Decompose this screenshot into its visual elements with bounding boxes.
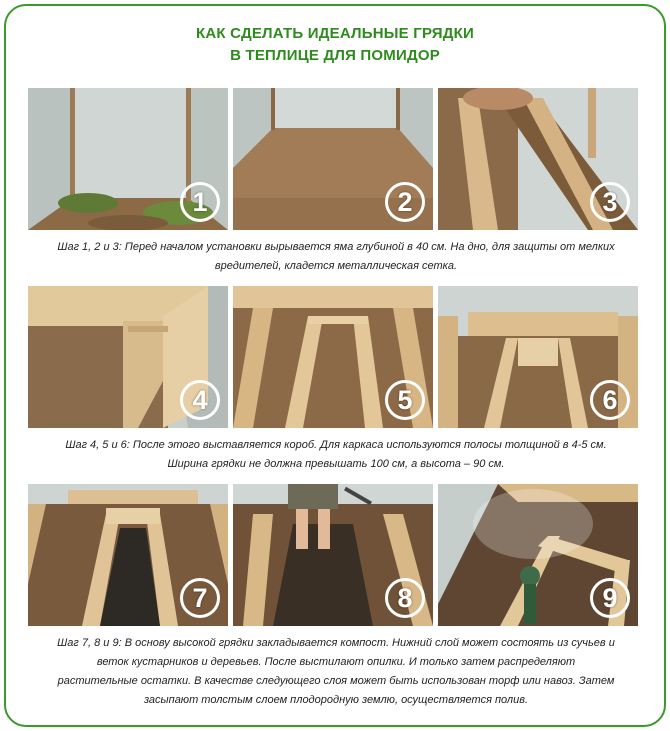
step-7-photo — [28, 484, 228, 626]
caption-steps-7-9-line-3: растительные остатки. В качестве следующего слоя может быть использован торф или навоз. Затем — [57, 675, 615, 687]
caption-steps-1-3-line-2: вредителей, кладется металлическая сетка. — [214, 260, 458, 272]
page-title-line-2: В ТЕПЛИЦЕ ДЛЯ ПОМИДОР — [230, 47, 440, 64]
step-8-photo — [233, 484, 433, 626]
step-4-photo — [28, 286, 228, 428]
step-1-photo — [28, 88, 228, 230]
caption-steps-4-6-line-1: Шаг 4, 5 и 6: После этого выставляется короб. Для каркаса используются полосы толщиной в 4-5 см. — [65, 439, 607, 451]
caption-steps-1-3-line-1: Шаг 1, 2 и 3: Перед началом установки вырывается яма глубиной в 40 см. На дно, для защиты от мелких — [57, 241, 615, 253]
step-7-number-badge: 7 — [180, 578, 220, 618]
step-6-number-badge: 6 — [590, 380, 630, 420]
step-2-number-badge: 2 — [385, 182, 425, 222]
caption-steps-7-9 — [30, 634, 642, 710]
step-1-number-badge: 1 — [180, 182, 220, 222]
caption-steps-7-9-line-2: веток кустарников и деревьев. После выстилают опилки. И только затем распределяют — [96, 656, 576, 668]
step-6-photo — [438, 286, 638, 428]
caption-steps-1-3 — [30, 238, 642, 276]
step-9-photo — [438, 484, 638, 626]
step-8-number-badge: 8 — [385, 578, 425, 618]
caption-steps-4-6 — [30, 436, 642, 474]
step-3-number-badge: 3 — [590, 182, 630, 222]
caption-steps-7-9-line-4: засыпают толстым слоем плодородную землю, осуществляется полив. — [143, 694, 529, 706]
step-2-photo — [233, 88, 433, 230]
step-4-number-badge: 4 — [180, 380, 220, 420]
step-9-number-badge: 9 — [590, 578, 630, 618]
step-3-photo — [438, 88, 638, 230]
step-5-photo — [233, 286, 433, 428]
page-title-line-1: КАК СДЕЛАТЬ ИДЕАЛЬНЫЕ ГРЯДКИ — [196, 25, 474, 42]
step-5-number-badge: 5 — [385, 380, 425, 420]
caption-steps-4-6-line-2: Ширина грядки не должна превышать 100 см, а высота – 90 см. — [167, 458, 505, 470]
caption-steps-7-9-line-1: Шаг 7, 8 и 9: В основу высокой грядки закладывается компост. Нижний слой может состоять из сучьев и — [57, 637, 615, 649]
